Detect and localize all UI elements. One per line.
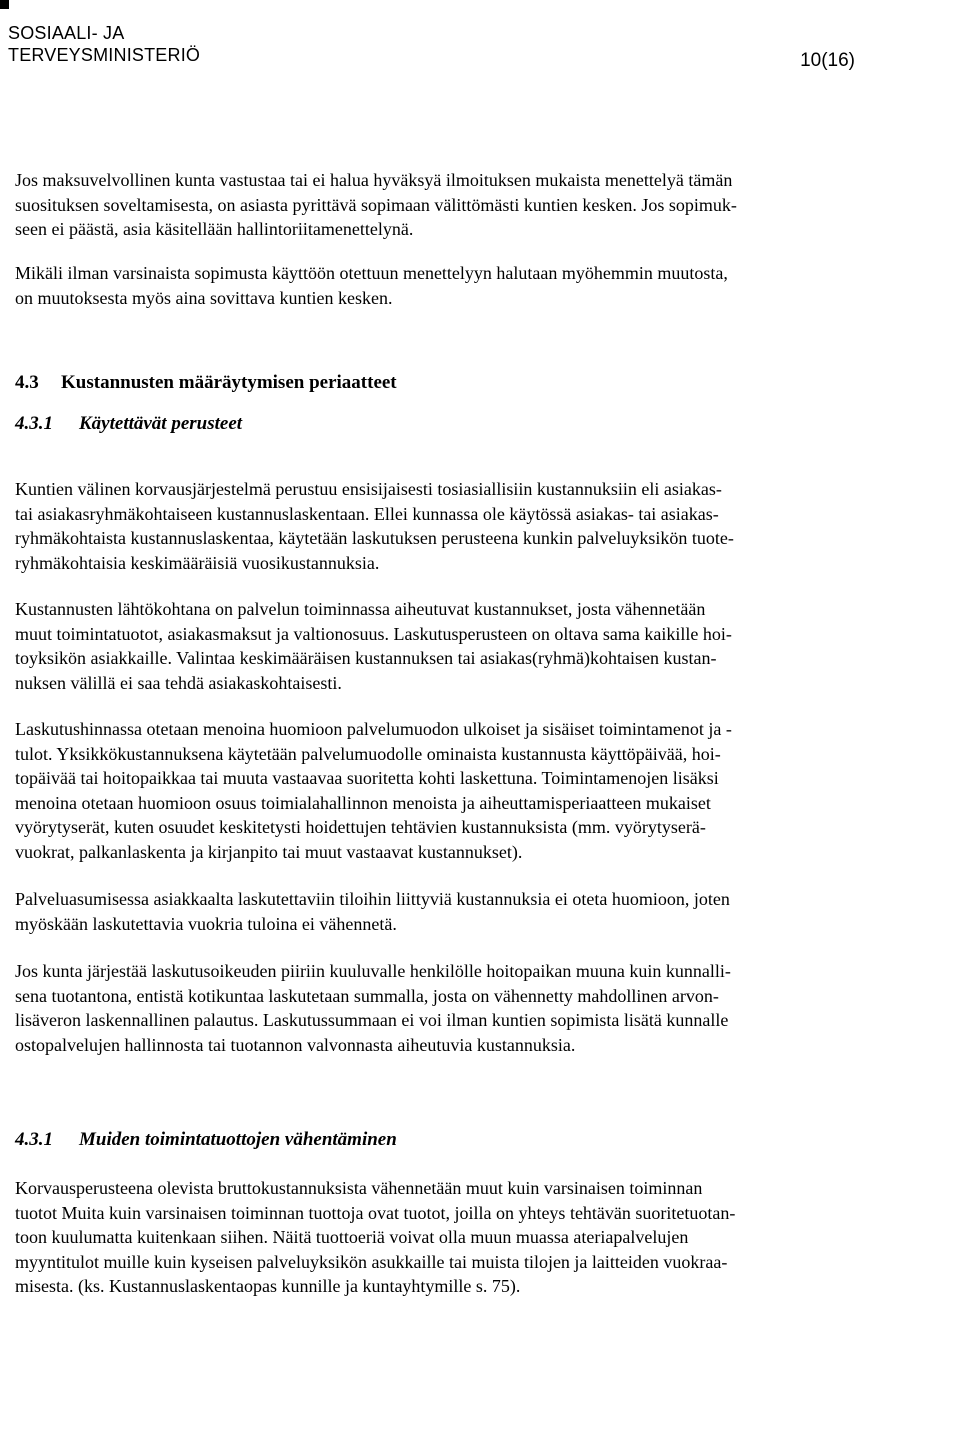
ministry-name bbox=[8, 22, 200, 66]
paragraph-non-municipal-care bbox=[15, 959, 885, 1057]
text-line: myyntitulot muille kuin kyseisen palveluyksikön asukkaille tai muista tilojen ja laitteiden vuokraa- bbox=[15, 1251, 728, 1272]
subsection-number: 4.3.1 bbox=[15, 413, 53, 434]
paragraph-cost-basis bbox=[15, 597, 885, 695]
text-line: Korvausperusteena olevista bruttokustannuksista vähennetään muut kuin varsinaisen toiminnan bbox=[15, 1178, 703, 1198]
text-line: ostopalvelujen hallinnosta tai tuotannon valvonnasta aiheutuvia kustannuksia. bbox=[15, 1034, 576, 1055]
subsection-title: Muiden toimintatuottojen vähentäminen bbox=[79, 1129, 397, 1150]
text-line: tulot. Yksikkökustannuksena käytetään palvelumuodolle ominaista kustannusta käyttöpäivää, hoi- bbox=[15, 743, 721, 764]
ministry-name-line-1: SOSIAALI- JA bbox=[8, 23, 125, 43]
subsection-title: Käytettävät perusteet bbox=[79, 413, 243, 434]
text-line: nuksen välillä ei saa tehdä asiakaskohtaisesti. bbox=[15, 672, 342, 693]
subsection-heading bbox=[15, 412, 242, 436]
text-line: myöskään laskutettavia vuokria tuloina ei vähennetä. bbox=[15, 913, 397, 934]
text-line: toon kuulumatta kuitenkaan siihen. Näitä tuottoeriä voivat olla muun muassa ateriapalvelujen bbox=[15, 1227, 689, 1247]
text-line: seen ei päästä, asia käsitellään hallintoriitamenettelynä. bbox=[15, 219, 414, 239]
text-line: on muutoksesta myös aina sovittava kuntien kesken. bbox=[15, 287, 393, 308]
ministry-name-line-2: TERVEYSMINISTERIÖ bbox=[8, 45, 201, 65]
subsection-number: 4.3.1 bbox=[15, 1129, 53, 1150]
text-line: menoina otetaan huomioon osuus toimialahallinnon menoista ja aiheuttamisperiaatteen mukaiset bbox=[15, 792, 711, 813]
text-line: sena tuotantona, entistä kotikuntaa laskutetaan summalla, josta on vähennetty mahdollinen arvon- bbox=[15, 985, 719, 1006]
text-line: muut toimintatuotot, asiakasmaksut ja valtionosuus. Laskutusperusteen on oltava sama kaikille hoi- bbox=[15, 623, 732, 644]
paragraph-billing-price bbox=[15, 717, 885, 864]
text-line: Palveluasumisessa asiakkaalta laskutettaviin tiloihin liittyviä kustannuksia ei oteta huomioon, joten bbox=[15, 889, 730, 909]
text-line: Kuntien välinen korvausjärjestelmä perustuu ensisijaisesti tosiasiallisiin kustannuksiin eli asiakas- bbox=[15, 479, 722, 499]
paragraph-changes bbox=[15, 261, 885, 310]
text-line: suosituksen soveltamisesta, on asiasta pyrittävä sopimaan välittömästi kuntien kesken. Jos sopimuk- bbox=[15, 194, 737, 215]
text-line: tai asiakasryhmäkohtaiseen kustannuslaskentaan. Ellei kunnassa ole käytössä asiakas- tai asiakas- bbox=[15, 503, 719, 524]
section-number: 4.3 bbox=[15, 372, 39, 393]
text-line: Jos maksuvelvollinen kunta vastustaa tai ei halua hyväksyä ilmoituksen mukaista menettelyä tämän bbox=[15, 170, 733, 190]
paragraph-objection bbox=[15, 168, 885, 242]
page-number: 10(16) bbox=[800, 50, 855, 71]
text-line: Kustannusten lähtökohtana on palvelun toiminnassa aiheutuvat kustannukset, josta vähennetään bbox=[15, 599, 706, 619]
text-line: vyörytyserät, kuten osuudet keskitetysti hoidettujen tehtävien kustannuksista (mm. vyörytyserä- bbox=[15, 817, 706, 837]
text-line: tuotot Muita kuin varsinaisen toiminnan tuottoja ovat tuotot, joilla on yhteys tehtävän suoritetuotan- bbox=[15, 1202, 736, 1223]
text-line: topäivää tai hoitopaikkaa tai muuta vastaavaa suoritetta kohti laskettuna. Toimintamenojen lisäksi bbox=[15, 768, 719, 788]
text-line: toyksikön asiakkaille. Valintaa keskimääräisen kustannuksen tai asiakas(ryhmä)kohtaisen kustan- bbox=[15, 648, 717, 668]
paragraph-service-housing bbox=[15, 887, 885, 936]
text-line: vuokrat, palkanlaskenta ja kirjanpito tai muut vastaavat kustannukset). bbox=[15, 841, 523, 862]
text-line: misesta. (ks. Kustannuslaskentaopas kunnille ja kuntayhtymille s. 75). bbox=[15, 1276, 521, 1296]
paragraph-compensation-system bbox=[15, 477, 885, 575]
text-line: Laskutushinnassa otetaan menoina huomioon palvelumuodon ulkoiset ja sisäiset toimintamenot ja - bbox=[15, 719, 732, 739]
text-line: Mikäli ilman varsinaista sopimusta käyttöön otettuun menettelyyn halutaan myöhemmin muutosta, bbox=[15, 263, 728, 283]
section-heading bbox=[15, 371, 397, 395]
paragraph-other-revenue bbox=[15, 1176, 885, 1299]
section-title: Kustannusten määräytymisen periaatteet bbox=[61, 372, 397, 393]
text-line: lisäveron laskennallinen palautus. Laskutussummaan ei voi ilman kuntien sopimista lisätä kunnalle bbox=[15, 1010, 729, 1030]
text-line: ryhmäkohtaista kustannuslaskentaa, käytetään laskutuksen perusteena kunkin palveluyksikön tuote- bbox=[15, 528, 734, 548]
subsection-heading-2 bbox=[15, 1128, 397, 1152]
text-line: ryhmäkohtaisia keskimääräisiä vuosikustannuksia. bbox=[15, 552, 380, 573]
text-line: Jos kunta järjestää laskutusoikeuden piiriin kuuluvalle henkilölle hoitopaikan muuna kuin kunnalli- bbox=[15, 961, 731, 981]
corner-mark bbox=[0, 0, 9, 9]
